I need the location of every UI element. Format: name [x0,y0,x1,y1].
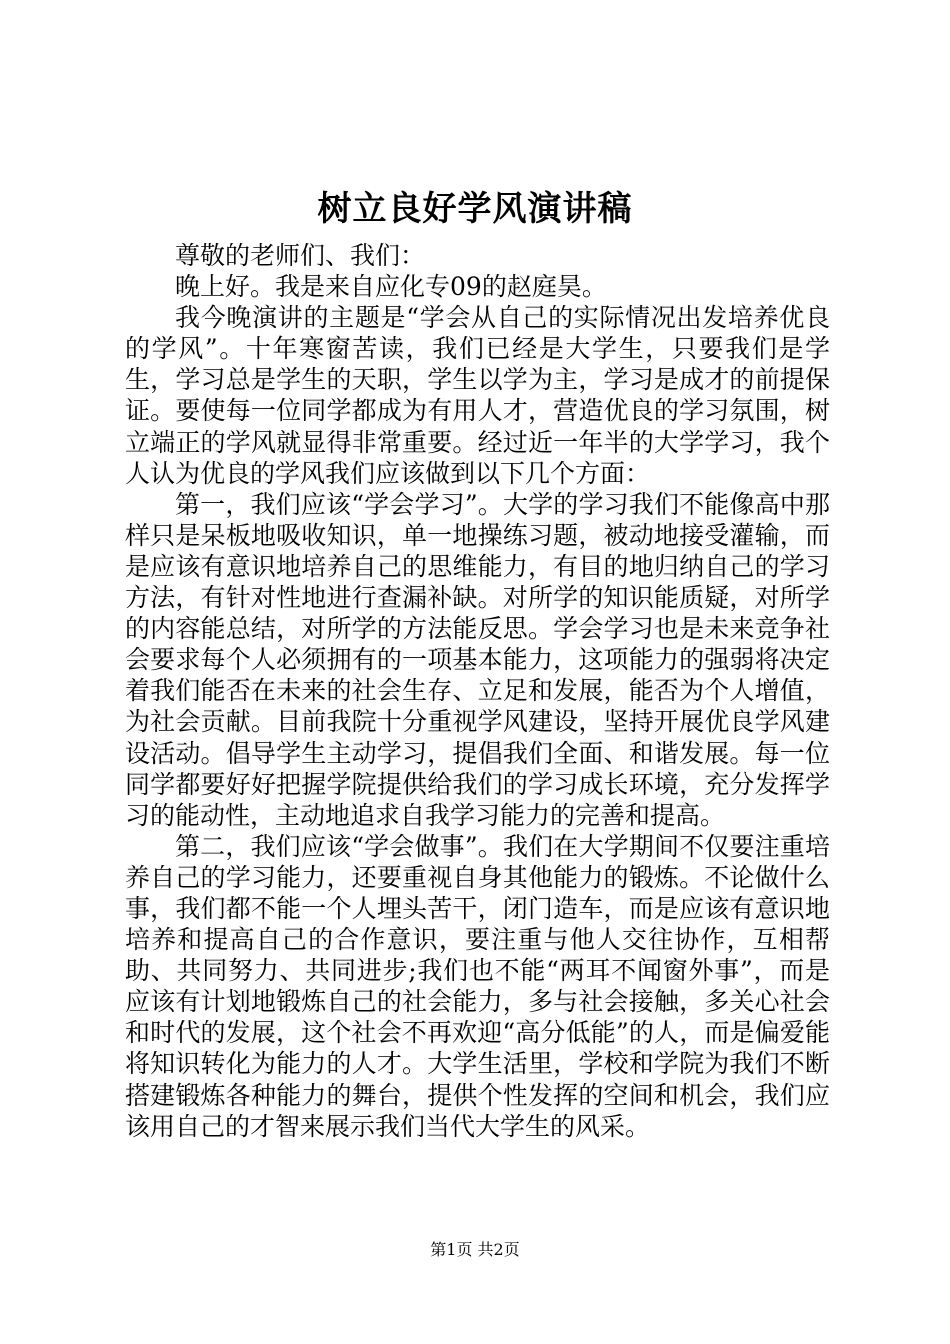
document-body [125,240,830,1142]
paragraph-greeting: 晚上好。我是来自应化专09的赵庭昊。 [175,272,607,302]
paragraph-first-point: 第一，我们应该“学会学习”。大学的学习我们不能像高中那样只是呆板地吸收知识，单一地操练习题，被动地接受灌输，而是应该有意识地培养自己的思维能力，有目的地归纳自己的学习方法，有针对性地进行查漏补缺。对所学的知识能质疑，对所学的内容能总结，对所学的方法能反思。学会学习也是未来竞争社会要求每个人必须拥有的一项基本能力，这项能力的强弱将决定着我们能否在未来的社会生存、立足和发展，能否为个人增值，为社会贡献。目前我院十分重视学风建设，坚持开展优良学风建设活动。倡导学生主动学习，提倡我们全面、和谐发展。每一位同学都要好好把握学院提供给我们的学习成长环境，充分发挥学习的能动性，主动地追求自我学习能力的完善和提高。 [125,489,830,830]
page-number-footer: 第1页 共2页 [430,1240,520,1259]
paragraph-second-point: 第二，我们应该“学会做事”。我们在大学期间不仅要注重培养自己的学习能力，还要重视自身其他能力的锻炼。不论做什么事，我们都不能一个人埋头苦干，闭门造车，而是应该有意识地培养和提高自己的合作意识，要注重与他人交往协作，互相帮助、共同努力、共同进步;我们也不能“两耳不闻窗外事”，而是应该有计划地锻炼自己的社会能力，多与社会接触，多关心社会和时代的发展，这个社会不再欢迎“高分低能”的人，而是偏爱能将知识转化为能力的人才。大学生活里，学校和学院为我们不断搭建锻炼各种能力的舞台，提供个性发挥的空间和机会，我们应该用自己的才智来展示我们当代大学生的风采。 [125,831,830,1141]
paragraph-salutation: 尊敬的老师们、我们： [175,241,426,270]
paragraph-topic: 我今晚演讲的主题是“学会从自己的实际情况出发培养优良的学风”。十年寒窗苦读，我们已经是大学生，只要我们是学生，学习总是学生的天职，学生以学为主，学习是成才的前提保证。要使每一位同学都成为有用人才，营造优良的学习氛围，树立端正的学风就显得非常重要。经过近一年半的大学学习，我个人认为优良的学风我们应该做到以下几个方面： [125,303,830,488]
document-title: 树立良好学风演讲稿 [317,189,633,229]
